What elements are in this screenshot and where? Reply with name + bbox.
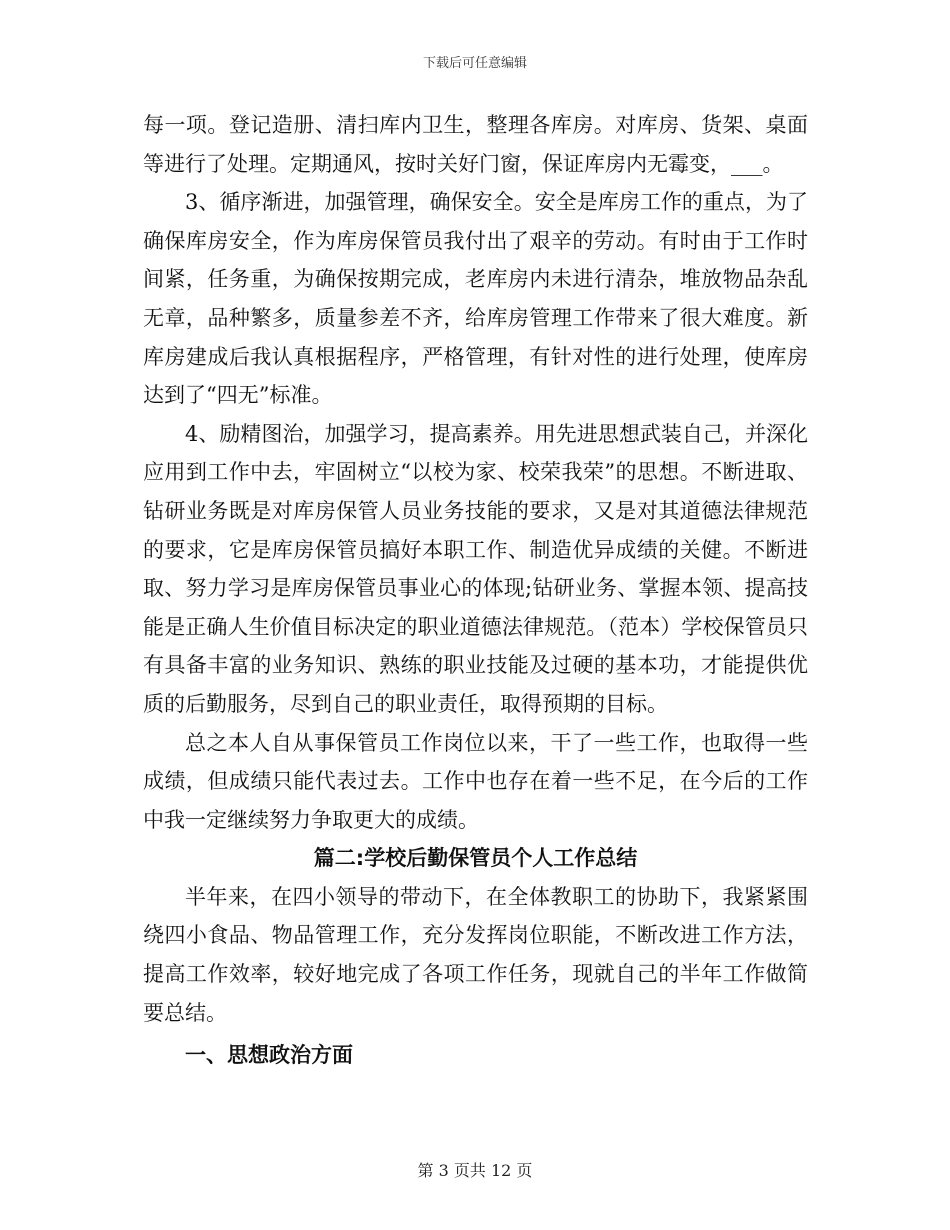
article-heading: 篇二:学校后勤保管员个人工作总结 [313,846,638,871]
section-heading: 一、思想政治方面 [185,1043,353,1068]
paragraph-continuation: 每一项。登记造册、清扫库内卫生，整理各库房。对库房、货架、桌面等进行了处理。定期通风，按时关好门窗，保证库房内无霉变，___。 [143,113,808,176]
paragraph-item-3: 3、循序渐进，加强管理，确保安全。安全是库房工作的重点，为了确保库房安全，作为库房保管员我付出了艰辛的劳动。有时由于工作时间紧，任务重，为确保按期完成，老库房内未进行清杂，堆放物品杂乱无章，品种繁多，质量参差不齐，给库房管理工作带来了很大难度。新库房建成后我认真根据程序，严格管理，有针对性的进行处理，使库房达到了“四无”标准。 [143,190,808,408]
paragraph-intro: 半年来，在四小领导的带动下，在全体教职工的协助下，我紧紧围绕四小食品、物品管理工作，充分发挥岗位职能，不断改进工作方法，提高工作效率，较好地完成了各项工作任务，现就自己的半年工作做简要总结。 [143,884,808,1025]
document-body [143,106,808,1075]
page-footer: 第 3 页共 12 页 [417,1161,533,1180]
page-header: 下载后可任意编辑 [422,56,527,71]
paragraph-summary: 总之本人自从事保管员工作岗位以来，干了一些工作，也取得一些成绩，但成绩只能代表过去。工作中也存在着一些不足，在今后的工作中我一定继续努力争取更大的成绩。 [143,730,808,832]
paragraph-item-4: 4、励精图治，加强学习，提高素养。用先进思想武装自己，并深化应用到工作中去，牢固树立“以校为家、校荣我荣”的思想。不断进取、钻研业务既是对库房保管人员业务技能的要求，又是对其道德法律规范的要求，它是库房保管员搞好本职工作、制造优异成绩的关健。不断进取、努力学习是库房保管员事业心的体现;钻研业务、掌握本领、提高技能是正确人生价值目标决定的职业道德法律规范。（范本）学校保管员只有具备丰富的业务知识、熟练的职业技能及过硬的基本功，才能提供优质的后勤服务，尽到自己的职业责任，取得预期的目标。 [143,421,808,716]
